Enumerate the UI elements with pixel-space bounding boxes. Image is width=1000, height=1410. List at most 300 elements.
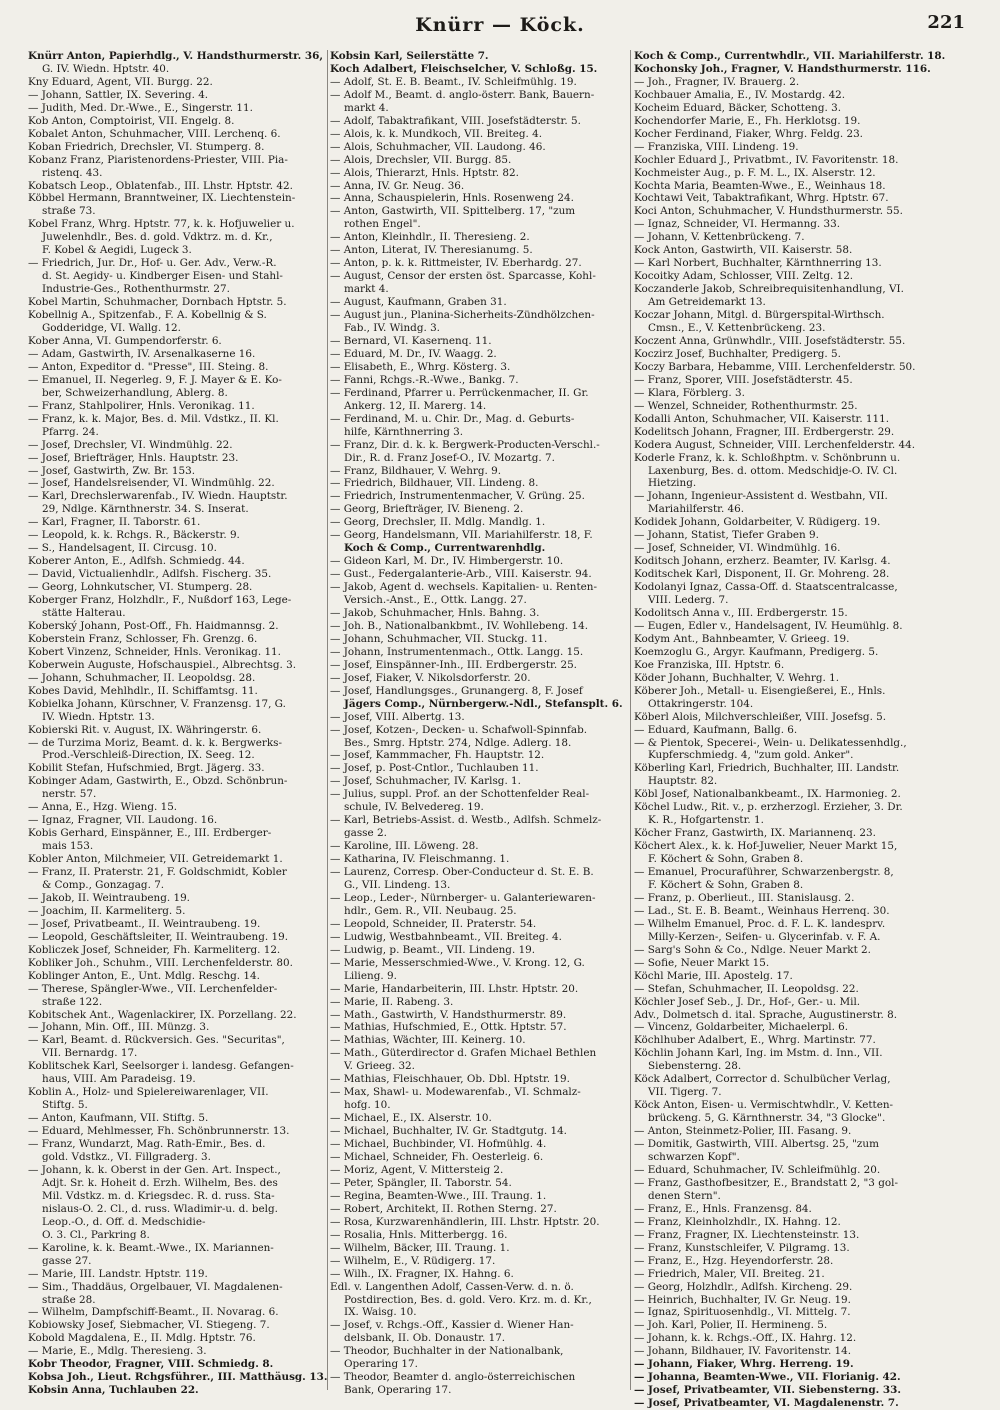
directory-entry: — Franz, Sporer, VIII. Josefstädterstr. 45. [634, 373, 853, 386]
directory-entry: Koci Anton, Schuhmacher, V. Hundsthurmerstr. 55. [634, 205, 903, 218]
directory-entry: — Johann, Ingenieur-Assistent d. Westbahn, VII. [634, 490, 888, 503]
directory-entry: — Laurenz, Corresp. Ober-Conducteur d. St. E. B. [330, 866, 594, 879]
directory-entry: Adv., Dolmetsch d. ital. Sprache, Augustinerstr. 8. [634, 1008, 898, 1021]
directory-entry: — Max, Shawl- u. Modewarenfab., VI. Schmalz- [330, 1086, 581, 1099]
directory-entry: — Robert, Architekt, II. Rothen Sterng. 27. [330, 1202, 557, 1215]
directory-entry: Edl. v. Langenthen Adolf, Cassen-Verw. d. n. ö. [330, 1280, 574, 1293]
directory-entry-continuation: Dir., R. d. Franz Josef-O., IV. Mozartg. 7. [344, 451, 555, 464]
directory-entry: — Franz, Fragner, IX. Liechtensteinstr. 13. [634, 1228, 860, 1241]
directory-entry: — Mathias, Wächter, III. Keinerg. 10. [330, 1034, 526, 1047]
directory-entry-continuation: Milly-Kerzen-, Seifen- u. Glycerinfab. v. F. A. [648, 930, 881, 943]
directory-entry: — Georg, Holzhdlr., Adlfsh. Kircheng. 29. [634, 1280, 853, 1293]
directory-entry: Köchert Alex., k. k. Hof-Juwelier, Neuer Markt 15, [634, 840, 898, 853]
directory-entry-continuation: VII. Tigerg. 7. [648, 1086, 722, 1099]
directory-entry: — Michael, Buchbinder, VI. Hofmühlg. 4. [330, 1138, 547, 1151]
directory-entry: — Karl, Betriebs-Assist. d. Westb., Adlfsh. Schmelz- [330, 814, 602, 827]
directory-entry-continuation: Ottakringerstr. 104. [648, 697, 754, 710]
directory-entry-continuation: V. Grieeg. 32. [344, 1060, 415, 1073]
directory-entry: — Leopold, Geschäftsleiter, II. Weintraubeng. 19. [28, 930, 288, 943]
directory-entry: — Karl, Beamt. d. Rückversich. Ges. "Securitas", [28, 1034, 285, 1047]
directory-entry: Kodalli Anton, Schuhmacher, VII. Kaiserstr. 111. [634, 412, 890, 425]
directory-entry-continuation: Juwelenhdlr., Bes. d. gold. Vdktrz. m. d. Kr., [42, 231, 273, 244]
directory-entry: — Karoline, III. Löweng. 28. [330, 840, 479, 853]
directory-entry: — Emanuel, Procuraführer, Schwarzenbergstr. 8, [634, 866, 894, 879]
directory-entry-continuation: Adjt. Sr. k. Hoheit d. Erzh. Wilhelm, Bes. des [42, 1176, 278, 1189]
directory-entry-continuation: IX. Waisg. 10. [344, 1306, 417, 1319]
directory-entry: Kober Anna, VI. Gumpendorferstr. 6. [28, 334, 222, 347]
directory-entry-continuation: ristenq. 43. [42, 166, 103, 179]
directory-entry: — Michael, Schneider, Fh. Oesterleig. 6. [330, 1151, 544, 1164]
directory-entry: Köbbel Hermann, Branntweiner, IX. Liechtenstein- [28, 192, 296, 205]
directory-entry-continuation: Prod.-Verschleiß-Direction, IX. Seeg. 12. [42, 749, 255, 762]
directory-entry: — Georg, Drechsler, II. Mdlg. Mandlg. 1. [330, 516, 546, 529]
directory-entry: — Josef, Privatbeamter, VI. Magdalenenstr. 7. [634, 1397, 899, 1410]
directory-entry: — Ignaz, Spirituosenhdlg., VI. Mittelg. 7. [634, 1306, 851, 1319]
directory-entry: Kobliczek Josef, Schneider, Fh. Karmeliterg. 12. [28, 943, 281, 956]
directory-entry-continuation: Am Getreidemarkt 13. [648, 296, 766, 309]
directory-entry: Köchler Josef Seb., J. Dr., Hof-, Ger.- u. Mil. [634, 995, 861, 1008]
directory-entry: — Franz, k. k. Major, Bes. d. Mil. Vdstkz., II. Kl. [28, 412, 279, 425]
directory-entry: — Jakob, Schuhmacher, Hnls. Bahng. 3. [330, 606, 540, 619]
directory-entry: — Johann, Min. Off., III. Münzg. 3. [28, 1021, 210, 1034]
directory-entry: Kobellnig A., Spitzenfab., F. A. Kobellnig & S. [28, 309, 267, 322]
directory-entry-continuation: straße 73. [42, 205, 96, 218]
directory-entry: — Sofie, Neuer Markt 15. [634, 956, 770, 969]
directory-entry: — Math., Güterdirector d. Grafen Michael Bethlen [330, 1047, 597, 1060]
directory-entry: Koczy Barbara, Hebamme, VIII. Lerchenfelderstr. 50. [634, 360, 916, 373]
directory-entry: — Franz, Kunstschleifer, V. Pilgramg. 13. [634, 1241, 850, 1254]
directory-entry: — Therese, Spängler-Wwe., VII. Lerchenfelder- [28, 982, 278, 995]
directory-entry: Koczanderle Jakob, Schreibrequisitenhandlung, VI. [634, 283, 904, 296]
page-title: Knürr — Köck. [415, 14, 585, 36]
directory-entry: — Rosalia, Hnls. Mitterbergg. 16. [330, 1228, 508, 1241]
directory-entry-continuation: Siebensterng. 28. [648, 1060, 742, 1073]
directory-entry: — August jun., Planina-Sicherheits-Zündhölzchen- [330, 309, 595, 322]
directory-entry: — Wilhelm, Bäcker, III. Traung. 1. [330, 1241, 510, 1254]
directory-entry: Kock Anton, Gastwirth, VII. Kaiserstr. 58. [634, 244, 853, 257]
directory-entry: — Jakob, Agent d. wechsels. Kapitalien- u. Renten- [330, 581, 597, 594]
directory-entry: — Heinrich, Buchhalter, IV. Gr. Neug. 19. [634, 1293, 851, 1306]
directory-entry: — Katharina, IV. Fleischmanng. 1. [330, 853, 510, 866]
directory-entry: — Johanna, Beamten-Wwe., VII. Florianig. 42. [634, 1371, 901, 1384]
directory-entry: Kob Anton, Comptoirist, VII. Engelg. 8. [28, 114, 235, 127]
directory-entry: Kobierski Rit. v. August, IX. Währingerstr. 6. [28, 723, 262, 736]
directory-entry: Koberer Anton, E., Adlfsh. Schmiedg. 44. [28, 555, 245, 568]
directory-entry: — Karoline, k. k. Beamt.-Wwe., IX. Mariannen- [28, 1241, 274, 1254]
directory-entry-continuation: nislaus-O. 2. Cl., d. russ. Wladimir-u. d. belg. [42, 1202, 278, 1215]
directory-entry: Koberský Johann, Post-Off., Fh. Haidmannsg. 2. [28, 619, 279, 632]
directory-entry: Kny Eduard, Agent, VII. Burgg. 22. [28, 75, 213, 88]
directory-entry: — Karl, Drechslerwarenfab., IV. Wiedn. Hauptstr. [28, 490, 288, 503]
directory-entry-continuation: Koch & Comp., Currentwarenhdlg. [344, 542, 546, 555]
directory-entry: — Judith, Med. Dr.-Wwe., E., Singerstr. 11. [28, 101, 253, 114]
directory-entry: — Mathias, Hufschmied, E., Ottk. Hptstr. 57. [330, 1021, 567, 1034]
directory-entry: — Marie, Messerschmied-Wwe., V. Krong. 12, G. [330, 956, 585, 969]
directory-entry: Koberwein Auguste, Hofschauspiel., Albrechtsg. 3. [28, 658, 297, 671]
directory-entry: — Franz, Gasthofbesitzer, E., Brandstatt 2, "3 gol- [634, 1176, 898, 1189]
directory-entry: — Theodor, Beamter d. anglo-österreichischen [330, 1371, 576, 1384]
directory-entry: — Friedrich, Instrumentenmacher, V. Grüng. 25. [330, 490, 585, 503]
directory-entry-continuation: rothen Engel". [344, 218, 421, 231]
directory-entry: — Anton, Expeditor d. "Presse", III. Steing. 8. [28, 360, 269, 373]
directory-entry: — Johann, Sattler, IX. Severing. 4. [28, 88, 209, 101]
column-divider [630, 50, 631, 1390]
directory-entry-continuation: gasse 27. [42, 1254, 92, 1267]
directory-entry-continuation: Ankerg. 12, II. Marerg. 14. [344, 399, 487, 412]
directory-entry: Kodolanyi Ignaz, Cassa-Off. d. Staatscentralcasse, [634, 581, 898, 594]
directory-entry: Köberl Alois, Milchverschleißer, VIII. Josefsg. 5. [634, 710, 887, 723]
directory-entry-continuation: hilfe, Kärnthnerring 3. [344, 425, 464, 438]
directory-entry: Kobiowsky Josef, Siebmacher, VI. Stiegeng. 7. [28, 1319, 270, 1332]
directory-entry: — Anna, IV. Gr. Neug. 36. [330, 179, 465, 192]
directory-entry: Kochonsky Joh., Fragner, V. Handsthurmerstr. 116. [634, 62, 931, 75]
directory-entry: — Alois, k. k. Mundkoch, VII. Breiteg. 4. [330, 127, 543, 140]
directory-entry-continuation: Mariahilferstr. 46. [648, 503, 745, 516]
directory-entry: Köberling Karl, Friedrich, Buchhalter, III. Landstr. [634, 762, 900, 775]
directory-entry: — Johann, Statist, Tiefer Graben 9. [634, 529, 819, 542]
directory-entry: Kochmeister Aug., p. F. M. L., IX. Alserstr. 12. [634, 166, 876, 179]
directory-entry: Kocheim Eduard, Bäcker, Schotteng. 3. [634, 101, 841, 114]
directory-entry: — Franz, II. Praterstr. 21, F. Goldschmidt, Kobler [28, 866, 287, 879]
directory-entry: — Adolf, Tabaktrafikant, VIII. Josefstädterstr. 5. [330, 114, 581, 127]
directory-entry-continuation: VII. Bernardg. 17. [42, 1047, 138, 1060]
directory-entry-continuation: Cmsn., E., V. Kettenbrückeng. 23. [648, 322, 826, 335]
directory-entry: — Regina, Beamten-Wwe., III. Traung. 1. [330, 1189, 547, 1202]
directory-entry: — Franz, Stahlpolirer, Hnls. Veronikag. 11. [28, 399, 255, 412]
directory-entry: — Eduard, M. Dr., IV. Waagg. 2. [330, 347, 497, 360]
directory-entry: Kobold Magdalena, E., II. Mdlg. Hptstr. 76. [28, 1332, 256, 1345]
directory-entry: — Eugen, Edler v., Handelsagent, IV. Heumühlg. 8. [634, 619, 903, 632]
directory-entry: Koblin A., Holz- und Spielereiwarenlager, VII. [28, 1086, 269, 1099]
directory-entry: — Wilhelm, Dampfschiff-Beamt., II. Novarag. 6. [28, 1306, 279, 1319]
directory-entry: Kobliker Joh., Schuhm., VIII. Lerchenfelderstr. 80. [28, 956, 293, 969]
directory-entry-continuation: G. IV. Wiedn. Hptstr. 40. [42, 62, 170, 75]
directory-entry: — Alois, Schuhmacher, VII. Laudong. 46. [330, 140, 546, 153]
directory-entry: — Ignaz, Schneider, VI. Hermanng. 33. [634, 218, 841, 231]
directory-entry: — Leopold, Schneider, II. Praterstr. 54. [330, 917, 537, 930]
directory-entry: Koderle Franz, k. k. Schloßhptm. v. Schönbrunn u. [634, 451, 901, 464]
directory-entry: — Leopold, k. k. Rchgs. R., Bäckerstr. 9. [28, 529, 240, 542]
directory-entry: — Josef, Schuhmacher, IV. Karlsg. 1. [330, 775, 521, 788]
directory-entry: — Josef, v. Rchgs.-Off., Kassier d. Wiener Han- [330, 1319, 574, 1332]
directory-entry: — Johann, Schuhmacher, VII. Stuckg. 11. [330, 632, 548, 645]
directory-entry-continuation: nerstr. 57. [42, 788, 97, 801]
directory-entry: — Josef, Kammmacher, Fh. Hauptstr. 12. [330, 749, 545, 762]
directory-entry: Koberstein Franz, Schlosser, Fh. Grenzg. 6. [28, 632, 258, 645]
directory-entry: — Josef, VIII. Albertg. 13. [330, 710, 465, 723]
directory-entry-continuation: F. Köchert & Sohn, Graben 8. [648, 853, 804, 866]
directory-entry: Koditschek Karl, Disponent, II. Gr. Mohreng. 28. [634, 568, 890, 581]
directory-entry: Köchlhuber Adalbert, E., Whrg. Martinstr. 77. [634, 1034, 876, 1047]
directory-entry-continuation: schwarzen Kopf". [648, 1151, 740, 1164]
directory-entry: Kobert Vinzenz, Schneider, Hnls. Veronikag. 11. [28, 645, 281, 658]
directory-entry: — Moriz, Agent, V. Mittersteig 2. [330, 1163, 504, 1176]
directory-entry: — Josef, Handlungsges., Grunangerg. 8, F. Josef [330, 684, 583, 697]
directory-entry: — Wilh., IX. Fragner, IX. Hahng. 6. [330, 1267, 514, 1280]
directory-entry: — Gideon Karl, M. Dr., IV. Himbergerstr. 10. [330, 555, 564, 568]
directory-entry: — Franz, Bildhauer, V. Wehrg. 9. [330, 464, 502, 477]
directory-entry: — Gust., Federgalanterie-Arb., VIII. Kaiserstr. 94. [330, 568, 592, 581]
directory-entry: Kochler Eduard J., Privatbmt., IV. Favoritenstr. 18. [634, 153, 899, 166]
directory-entry-continuation: Hietzing. [648, 477, 697, 490]
directory-entry: — Franz, p. Oberlieut., III. Stanislausg. 2. [634, 891, 855, 904]
directory-entry-continuation: mais 153. [42, 840, 94, 853]
directory-entry-continuation: Leop.-O., d. Off. d. Medschidie- [42, 1215, 206, 1228]
directory-entry: Kobsin Karl, Seilerstätte 7. [330, 50, 489, 62]
directory-entry: — August, Kaufmann, Graben 31. [330, 296, 507, 309]
directory-entry: Koberger Franz, Holzhdlr., F., Nußdorf 163, Lege- [28, 594, 292, 607]
directory-entry: Kobel Martin, Schuhmacher, Dornbach Hptstr. 5. [28, 296, 287, 309]
directory-entry: — Friedrich, Bildhauer, VII. Lindeng. 8. [330, 477, 539, 490]
directory-entry: — Karl Norbert, Buchhalter, Kärnthnerring 13. [634, 257, 882, 270]
directory-entry-continuation: IV. Wiedn. Hptstr. 13. [42, 710, 155, 723]
directory-entry-continuation: markt 4. [344, 101, 389, 114]
directory-entry: — Alois, Drechsler, VII. Burgg. 85. [330, 153, 512, 166]
directory-entry: — Domitik, Gastwirth, VIII. Albertsg. 25, "zum [634, 1138, 879, 1151]
directory-entry: Kodera August, Schneider, VIII. Lerchenfelderstr. 44. [634, 438, 916, 451]
directory-entry: — Adolf M., Beamt. d. anglo-österr. Bank, Bauern- [330, 88, 595, 101]
directory-entry: — Anton, Kleinhdlr., II. Theresieng. 2. [330, 231, 530, 244]
directory-entry-continuation: gold. Vdstkz., VI. Fillgraderg. 3. [42, 1151, 211, 1164]
directory-entry: Kobilit Stefan, Hufschmied, Brgt. Jägerg. 33. [28, 762, 265, 775]
directory-entry: — Wilhelm Emanuel, Proc. d. F. L. K. landesprv. [634, 917, 886, 930]
directory-entry-continuation: Pfarrg. 24. [42, 425, 99, 438]
directory-entry: Kobatsch Leop., Oblatenfab., III. Lhstr. Hptstr. 42. [28, 179, 293, 192]
directory-entry: — Sarg's Sohn & Co., Ndlge. Neuer Markt 2. [634, 943, 871, 956]
directory-entry: Kobinger Adam, Gastwirth, E., Obzd. Schönbrun- [28, 775, 288, 788]
directory-entry: Knürr Anton, Papierhdlg., V. Handsthurmerstr. 36, [28, 50, 323, 62]
directory-entry: — Josef, Handelsreisender, VI. Windmühlg. 22. [28, 477, 275, 490]
directory-entry-continuation: K. R., Hofgartenstr. 1. [648, 814, 764, 827]
directory-entry: — Rosa, Kurzwarenhändlerin, III. Lhstr. Hptstr. 20. [330, 1215, 600, 1228]
directory-entry: Kobes David, Mehlhdlr., II. Schiffamtsg. 11. [28, 684, 258, 697]
directory-entry: — Johann, Bildhauer, IV. Favoritenstr. 14. [634, 1345, 852, 1358]
directory-entry: — Leop., Leder-, Nürnberger- u. Galanteriewaren- [330, 891, 596, 904]
directory-entry: — Josef, Briefträger, Hnls. Hauptstr. 23. [28, 451, 239, 464]
directory-entry-continuation: brückeng. 5, G. Kärnthnerstr. 34, "3 Glocke". [648, 1112, 886, 1125]
directory-entry: — Marie, III. Landstr. Hptstr. 119. [28, 1267, 208, 1280]
directory-entry: Kochendorfer Marie, E., Fh. Herklotsg. 19. [634, 114, 861, 127]
directory-entry-continuation: Laxenburg, Bes. d. ottom. Medschidje-O. IV. Cl. [648, 464, 898, 477]
directory-entry: — S., Handelsagent, II. Circusg. 10. [28, 542, 217, 555]
directory-entry-continuation: G., VII. Lindeng. 13. [344, 879, 451, 891]
directory-entry: Köchlin Johann Karl, Ing. im Mstm. d. Inn., VII. [634, 1047, 883, 1060]
directory-entry: — Franz, E., Hzg. Heyendorferstr. 28. [634, 1254, 834, 1267]
directory-entry: — Marie, E., Mdlg. Theresieng. 3. [28, 1345, 207, 1358]
directory-entry: — Joh. B., Nationalbankbmt., IV. Wohllebeng. 14. [330, 619, 589, 632]
directory-entry: — Eduard, Kaufmann, Ballg. 6. [634, 723, 798, 736]
directory-entry-continuation: Industrie-Ges., Rothenthurmstr. 27. [42, 283, 230, 296]
directory-entry: — Franz, Dir. d. k. k. Bergwerk-Producten-Verschl.- [330, 438, 600, 451]
directory-entry: — Lad., St. E. B. Beamt., Weinhaus Herrenq. 30. [634, 904, 890, 917]
directory-entry: — Anton, Kaufmann, VII. Stiftg. 5. [28, 1112, 209, 1125]
directory-entry: — Anton, p. k. k. Rittmeister, IV. Eberhardg. 27. [330, 257, 582, 270]
directory-entry: Kochbauer Amalia, E., IV. Mostardg. 42. [634, 88, 846, 101]
directory-entry-continuation: d. St. Aegidy- u. Kindberger Eisen- und Stahl- [42, 270, 283, 283]
directory-entry: — Johann, Fiaker, Whrg. Herreng. 19. [634, 1358, 854, 1371]
directory-entry-continuation: Mil. Vdstkz. m. d. Kriegsdec. R. d. russ. Sta- [42, 1189, 275, 1202]
directory-entry: — Anton, Literat, IV. Theresianumg. 5. [330, 244, 533, 257]
directory-entry: — Georg, Briefträger, IV. Bieneng. 2. [330, 503, 524, 516]
directory-entry: — Adolf, St. E. B. Beamt., IV. Schleifmühlg. 19. [330, 75, 577, 88]
directory-entry: Koch Adalbert, Fleischselcher, V. Schloßg. 15. [330, 62, 598, 75]
page-number: 221 [927, 12, 965, 33]
directory-entry: Köcher Franz, Gastwirth, IX. Mariannenq. 23. [634, 827, 876, 840]
directory-entry: — Ferdinand, Pfarrer u. Perrückenmacher, II. Gr. [330, 386, 589, 399]
directory-entry: Kodelitsch Johann, Fragner, III. Erdbergerstr. 29. [634, 425, 895, 438]
directory-entry: — Franziska, VIII. Lindeng. 19. [634, 140, 799, 153]
directory-entry: — de Turzima Moriz, Beamt. d. k. k. Bergwerks- [28, 736, 283, 749]
directory-entry-continuation: gasse 2. [344, 827, 387, 840]
directory-entry-continuation: schule, IV. Belvedereg. 19. [344, 801, 484, 814]
directory-entry: — Josef, p. Post-Cntlor., Tuchlauben 11. [330, 762, 539, 775]
directory-entry-continuation: Kupferschmiedg. 4, "zum gold. Anker". [648, 749, 854, 762]
directory-entry: — Mathias, Fleischhauer, Ob. Dbl. Hptstr. 19. [330, 1073, 570, 1086]
directory-column-3 [634, 50, 946, 1410]
directory-entry: — Klara, Förblerg. 3. [634, 386, 745, 399]
directory-entry: Koemzoglu G., Argyr. Kaufmann, Predigerg. 5. [634, 645, 879, 658]
directory-entry-continuation: F. Köchert & Sohn, Graben 8. [648, 879, 804, 891]
directory-entry: Koczar Johann, Mitgl. d. Bürgerspital-Wirthsch. [634, 309, 885, 322]
directory-entry: Köberer Joh., Metall- u. Eisengießerei, E., Hnls. [634, 684, 886, 697]
directory-entry-continuation: straße 122. [42, 995, 103, 1008]
directory-entry-continuation: straße 28. [42, 1293, 96, 1306]
directory-entry: — Josef, Kotzen-, Decken- u. Schafwoll-Spinnfab. [330, 723, 588, 736]
directory-entry: — Bernard, VI. Kasernenq. 11. [330, 334, 492, 347]
directory-entry: Koblinger Anton, E., Unt. Mdlg. Reschg. 14. [28, 969, 260, 982]
directory-entry: Koban Friedrich, Drechsler, VI. Stumperg. 8. [28, 140, 265, 153]
directory-entry-continuation: Bank, Operaring 17. [344, 1384, 452, 1397]
directory-entry-continuation: stätte Halterau. [42, 606, 126, 619]
directory-entry: — Marie, II. Rabeng. 3. [330, 995, 454, 1008]
directory-entry-continuation: hdlr., Gem. R., VII. Neubaug. 25. [344, 904, 517, 917]
directory-entry: Kocoitky Adam, Schlosser, VIII. Zeltg. 12. [634, 270, 854, 283]
directory-entry: Kochtawi Veit, Tabaktrafikant, Whrg. Hptstr. 67. [634, 192, 889, 205]
page-header [0, 6, 1000, 46]
directory-entry: Kobsin Anna, Tuchlauben 22. [28, 1384, 199, 1397]
directory-column-1 [28, 50, 328, 1395]
directory-entry: — Friedrich, Maler, VII. Breiteg. 21. [634, 1267, 825, 1280]
directory-entry-continuation: Fab., IV. Windg. 3. [344, 322, 440, 335]
directory-entry: — Wenzel, Schneider, Rothenthurmstr. 25. [634, 399, 858, 412]
directory-entry: Koch & Comp., Currentwhdlr., VII. Mariahilferstr. 18. [634, 50, 946, 62]
directory-entry: Kocher Ferdinand, Fiaker, Whrg. Feldg. 23. [634, 127, 863, 140]
directory-entry: — Anton, Steinmetz-Polier, III. Fasang. 9. [634, 1125, 852, 1138]
directory-entry: Koditsch Johann, erzherz. Beamter, IV. Karlsg. 4. [634, 555, 891, 568]
directory-entry-continuation: Bes., Smrg. Hptstr. 274, Ndlge. Adlerg. 18. [344, 736, 572, 749]
directory-entry: — Sim., Thaddäus, Orgelbauer, VI. Magdalenen- [28, 1280, 283, 1293]
directory-entry: Kodolitsch Anna v., III. Erdbergerstr. 15. [634, 606, 848, 619]
directory-entry-continuation: O. 3. Cl., Parkring 8. [42, 1228, 150, 1241]
directory-entry: — Jakob, II. Weintraubeng. 19. [28, 891, 190, 904]
directory-entry: — Anton, Gastwirth, VII. Spittelberg. 17, "zum [330, 205, 576, 218]
directory-entry: — & Pientok, Specerei-, Wein- u. Delikatessenhdlg., [634, 736, 907, 749]
directory-entry: — Julius, suppl. Prof. an der Schottenfelder Real- [330, 788, 590, 801]
directory-entry: — Math., Gastwirth, V. Handsthurmerstr. 89. [330, 1008, 567, 1021]
directory-entry: — Ludwig, p. Beamt., VII. Lindeng. 19. [330, 943, 536, 956]
directory-entry: — Franz, Kleinholzhdlr., IX. Hahng. 12. [634, 1215, 841, 1228]
directory-entry: — Stefan, Schuhmacher, II. Leopoldsg. 22. [634, 982, 859, 995]
directory-entry: — Johann, Instrumentenmach., Ottk. Langg. 15. [330, 645, 584, 658]
directory-entry-continuation: haus, VIII. Am Paradeisg. 19. [42, 1073, 196, 1086]
directory-entry: Kobis Gerhard, Einspänner, E., III. Erdberger- [28, 827, 272, 840]
directory-entry: — Ludwig, Westbahnbeamt., VII. Breiteg. 4. [330, 930, 562, 943]
directory-entry-continuation: 29, Ndlge. Kärnthnerstr. 34. S. Inserat. [42, 503, 249, 516]
directory-entry: Köck Adalbert, Corrector d. Schulbücher Verlag, [634, 1073, 891, 1086]
directory-entry-continuation: Operaring 17. [344, 1358, 418, 1371]
directory-entry: — Franz, Wundarzt, Mag. Rath-Emir., Bes. d. [28, 1138, 266, 1151]
directory-entry: Kobielka Johann, Kürschner, V. Franzensg. 17, G. [28, 697, 286, 710]
directory-entry: — Michael, Buchhalter, IV. Gr. Stadtgutg. 14. [330, 1125, 567, 1138]
directory-entry: — Emanuel, II. Negerleg. 9, F. J. Mayer & E. Ko- [28, 373, 282, 386]
directory-entry: Köck Anton, Eisen- u. Vermischtwhdlr., V. Ketten- [634, 1099, 894, 1112]
directory-entry: Kobler Anton, Milchmeier, VII. Getreidemarkt 1. [28, 853, 283, 866]
directory-entry: Kodidek Johann, Goldarbeiter, V. Rüdigerg. 19. [634, 516, 881, 529]
directory-entry: — Anna, Schauspielerin, Hnls. Rosenweng 24. [330, 192, 574, 205]
directory-entry: Kochta Maria, Beamten-Wwe., E., Weinhaus 18. [634, 179, 886, 192]
directory-entry: Köchl Marie, III. Apostelg. 17. [634, 969, 793, 982]
directory-entry: — Karl, Fragner, II. Taborstr. 61. [28, 516, 201, 529]
directory-entry: — Josef, Schneider, VI. Windmühlg. 16. [634, 542, 841, 555]
directory-entry: — August, Censor der ersten öst. Sparcasse, Kohl- [330, 270, 596, 283]
directory-entry: Köder Johann, Buchhalter, V. Wehrg. 1. [634, 671, 840, 684]
directory-entry: — Josef, Privatbeamt., II. Weintraubeng. 19. [28, 917, 261, 930]
directory-entry: — Vincenz, Goldarbeiter, Michaelerpl. 6. [634, 1021, 849, 1034]
directory-entry: Kobsa Joh., Lieut. Rchgsführer., III. Matthäusg. 13. [28, 1371, 328, 1384]
directory-entry: — Wilhelm, E., V. Rüdigerg. 17. [330, 1254, 496, 1267]
directory-entry: — Ferdinand, M. u. Chir. Dr., Mag. d. Geburts- [330, 412, 575, 425]
directory-entry: — Anna, E., Hzg. Wieng. 15. [28, 801, 178, 814]
directory-entry-continuation: hofg. 10. [344, 1099, 391, 1112]
directory-entry-continuation: Godderidge, VI. Wallg. 12. [42, 322, 181, 335]
directory-entry-continuation: Hauptstr. 82. [648, 775, 718, 788]
directory-entry: — Elisabeth, E., Whrg. Kösterg. 3. [330, 360, 511, 373]
directory-entry: Kobalet Anton, Schuhmacher, VIII. Lerchenq. 6. [28, 127, 281, 140]
directory-entry: — Adam, Gastwirth, IV. Arsenalkaserne 16. [28, 347, 256, 360]
directory-entry: — Josef, Fiaker, V. Nikolsdorferstr. 20. [330, 671, 531, 684]
directory-entry: Kobanz Franz, Piaristenordens-Priester, VIII. Pia- [28, 153, 288, 166]
directory-entry: — Ignaz, Fragner, VII. Laudong. 16. [28, 814, 218, 827]
directory-entry: Kobr Theodor, Fragner, VIII. Schmiedg. 8. [28, 1358, 274, 1371]
directory-entry: — Joh., Fragner, IV. Brauerg. 2. [634, 75, 800, 88]
directory-entry: — Fanni, Rchgs.-R.-Wwe., Bankg. 7. [330, 373, 519, 386]
directory-entry: — Michael, E., IX. Alserstr. 10. [330, 1112, 492, 1125]
directory-entry-continuation: Lilieng. 9. [344, 969, 397, 982]
directory-entry-continuation: VIII. Lederg. 7. [648, 594, 729, 607]
directory-entry: — Josef, Drechsler, VI. Windmühlg. 22. [28, 438, 233, 451]
directory-entry: — Marie, Handarbeiterin, III. Lhstr. Hptstr. 20. [330, 982, 579, 995]
directory-entry-continuation: & Comp., Gonzagag. 7. [42, 879, 165, 891]
directory-column-2 [330, 50, 630, 1395]
directory-entry: Kobel Franz, Whrg. Hptstr. 77, k. k. Hofjuwelier u. [28, 218, 295, 231]
directory-entry: — Joachim, II. Karmeliterg. 5. [28, 904, 186, 917]
directory-entry: — Georg, Handelsmann, VII. Mariahilferstr. 18, F. [330, 529, 593, 542]
directory-entry: Koczent Anna, Grünwhdlr., VIII. Josefstädterstr. 55. [634, 334, 906, 347]
directory-entry: — Georg, Lohnkutscher, VI. Stumperg. 28. [28, 581, 253, 594]
directory-entry-continuation: ber, Schweizerhandlung, Ablerg. 8. [42, 386, 228, 399]
directory-entry: — Eduard, Schuhmacher, IV. Schleifmühlg. 20. [634, 1163, 881, 1176]
directory-entry: — Johann, Schuhmacher, II. Leopoldsg. 28. [28, 671, 256, 684]
directory-entry: — Theodor, Buchhalter in der Nationalbank, [330, 1345, 564, 1358]
directory-entry-continuation: Postdirection, Bes. d. gold. Vero. Krz. m. d. Kr., [344, 1293, 592, 1306]
directory-entry: — Franz, E., Hnls. Franzensg. 84. [634, 1202, 812, 1215]
directory-entry: Koczirz Josef, Buchhalter, Predigerg. 5. [634, 347, 841, 360]
directory-entry-continuation: denen Stern". [648, 1189, 721, 1202]
directory-entry: — Alois, Thierarzt, Hnls. Hptstr. 82. [330, 166, 519, 179]
directory-entry-continuation: delsbank, II. Ob. Donaustr. 17. [344, 1332, 506, 1345]
directory-entry: Kobitschek Ant., Wagenlackirer, IX. Porzellang. 22. [28, 1008, 297, 1021]
directory-entry-continuation: Jägers Comp., Nürnbergerw.-Ndl., Stefansplt. 6. [344, 697, 623, 710]
